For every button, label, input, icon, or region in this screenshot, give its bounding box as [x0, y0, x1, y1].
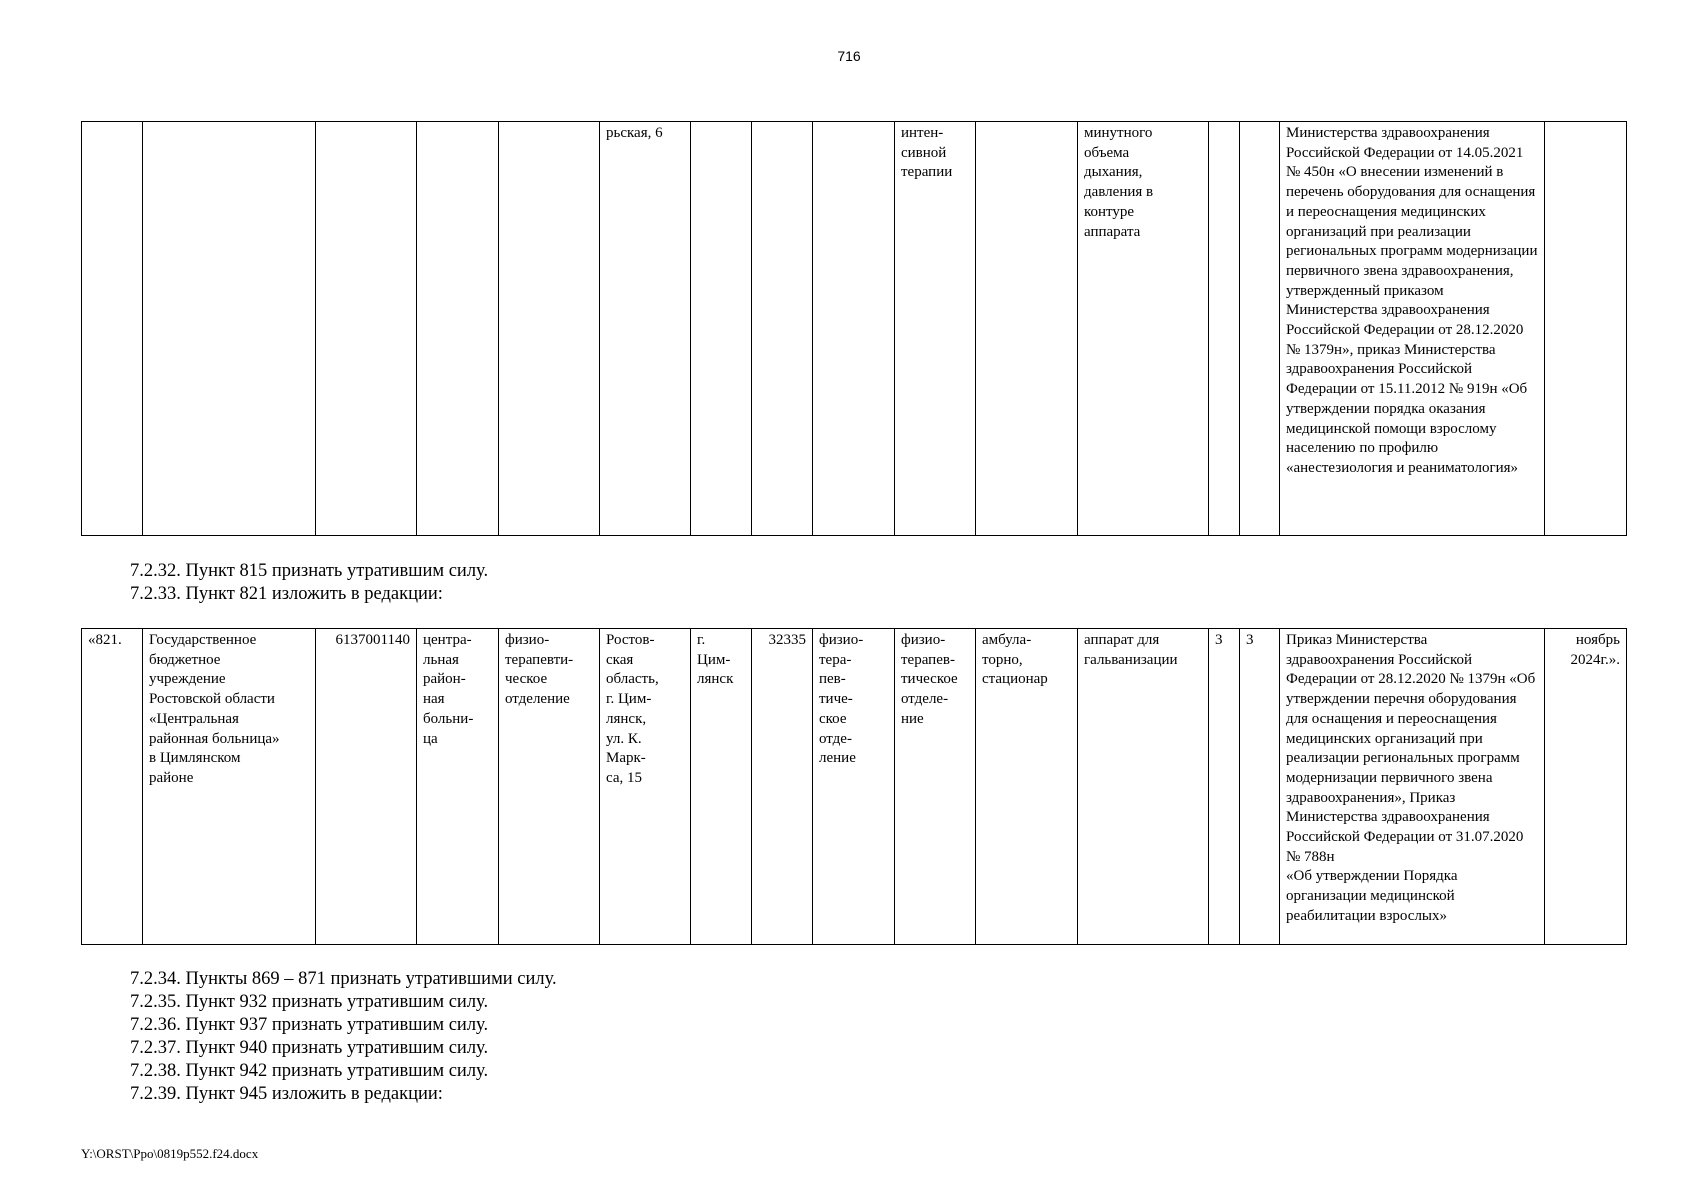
table-row: [82, 122, 1627, 536]
paragraph: 7.2.36. Пункт 937 признать утратившим силу.: [130, 1015, 489, 1035]
table-cell: физио- терапевти- ческое отделение: [499, 629, 600, 945]
table-item-821: [81, 628, 1627, 945]
table-continuation: [81, 121, 1627, 536]
table-cell: Ростов- ская область, г. Цим- лянск, ул. К. Марк- са, 15: [600, 629, 691, 945]
paragraph: 7.2.32. Пункт 815 признать утратившим силу.: [130, 561, 489, 581]
paragraphs-block-1: [130, 560, 488, 606]
table-cell: физио- терапев- тическое отделе- ние: [895, 629, 976, 945]
table-cell: Государственное бюджетное учреждение Ростовской области «Центральная районная больница» в Цимлянском районе: [143, 629, 316, 945]
table-cell: [316, 122, 417, 536]
table-cell: ноябрь 2024г.».: [1545, 629, 1627, 945]
table-cell: «821.: [82, 629, 143, 945]
table-cell: г. Цим- лянск: [691, 629, 752, 945]
table-cell: [1209, 122, 1240, 536]
page-number: 716: [837, 48, 861, 64]
table-cell: центра- льная район- ная больни- ца: [417, 629, 499, 945]
table-cell: [1240, 122, 1280, 536]
table-cell: [1545, 122, 1627, 536]
table-cell: 6137001140: [316, 629, 417, 945]
table-cell: физио- тера- пев- тиче- ское отде- ление: [813, 629, 895, 945]
paragraph: 7.2.35. Пункт 932 признать утратившим силу.: [130, 992, 489, 1012]
table-cell: рьская, 6: [600, 122, 691, 536]
paragraph: 7.2.34. Пункты 869 – 871 признать утратившими силу.: [130, 969, 557, 989]
paragraph: 7.2.33. Пункт 821 изложить в редакции:: [130, 584, 443, 604]
table-cell: интен- сивной терапии: [895, 122, 976, 536]
table-cell: [143, 122, 316, 536]
table-cell: [417, 122, 499, 536]
table-cell: аппарат для гальванизации: [1078, 629, 1209, 945]
table-cell: 3: [1209, 629, 1240, 945]
paragraph: 7.2.39. Пункт 945 изложить в редакции:: [130, 1084, 443, 1104]
table-cell: [82, 122, 143, 536]
table-cell: Приказ Министерства здравоохранения Российской Федерации от 28.12.2020 № 1379н «Об утверждении перечня оборудования для оснащения и переоснащения медицинских организаций при реализации региональных программ модернизации первичного звена здравоохранения», Приказ Министерства здравоохранения Российской Федерации от 31.07.2020 № 788н «Об утверждении Порядка организации медицинской реабилитации взрослых»: [1280, 629, 1545, 945]
table-cell: [976, 122, 1078, 536]
table-cell: [752, 122, 813, 536]
paragraph: 7.2.38. Пункт 942 признать утратившим силу.: [130, 1061, 489, 1081]
table-cell: минутного объема дыхания, давления в контуре аппарата: [1078, 122, 1209, 536]
table-cell: 3: [1240, 629, 1280, 945]
table-cell: 32335: [752, 629, 813, 945]
table-row: [82, 629, 1627, 945]
paragraph: 7.2.37. Пункт 940 признать утратившим силу.: [130, 1038, 489, 1058]
table-cell: амбула- торно, стационар: [976, 629, 1078, 945]
table-cell: [813, 122, 895, 536]
table-cell: [691, 122, 752, 536]
file-path-footer: Y:\ORST\Ppo\0819p552.f24.docx: [81, 1146, 259, 1161]
table-cell: [499, 122, 600, 536]
table-cell: Министерства здравоохранения Российской Федерации от 14.05.2021 № 450н «О внесении изменений в перечень оборудования для оснащения и переоснащения медицинских организаций при реализации региональных программ модернизации первичного звена здравоохранения, утвержденный приказом Министерства здравоохранения Российской Федерации от 28.12.2020 № 1379н», приказ Министерства здравоохранения Российской Федерации от 15.11.2012 № 919н «Об утверждении порядка оказания медицинской помощи взрослому населению по профилю «анестезиология и реаниматология»: [1280, 122, 1545, 536]
paragraphs-block-2: [130, 968, 557, 1106]
